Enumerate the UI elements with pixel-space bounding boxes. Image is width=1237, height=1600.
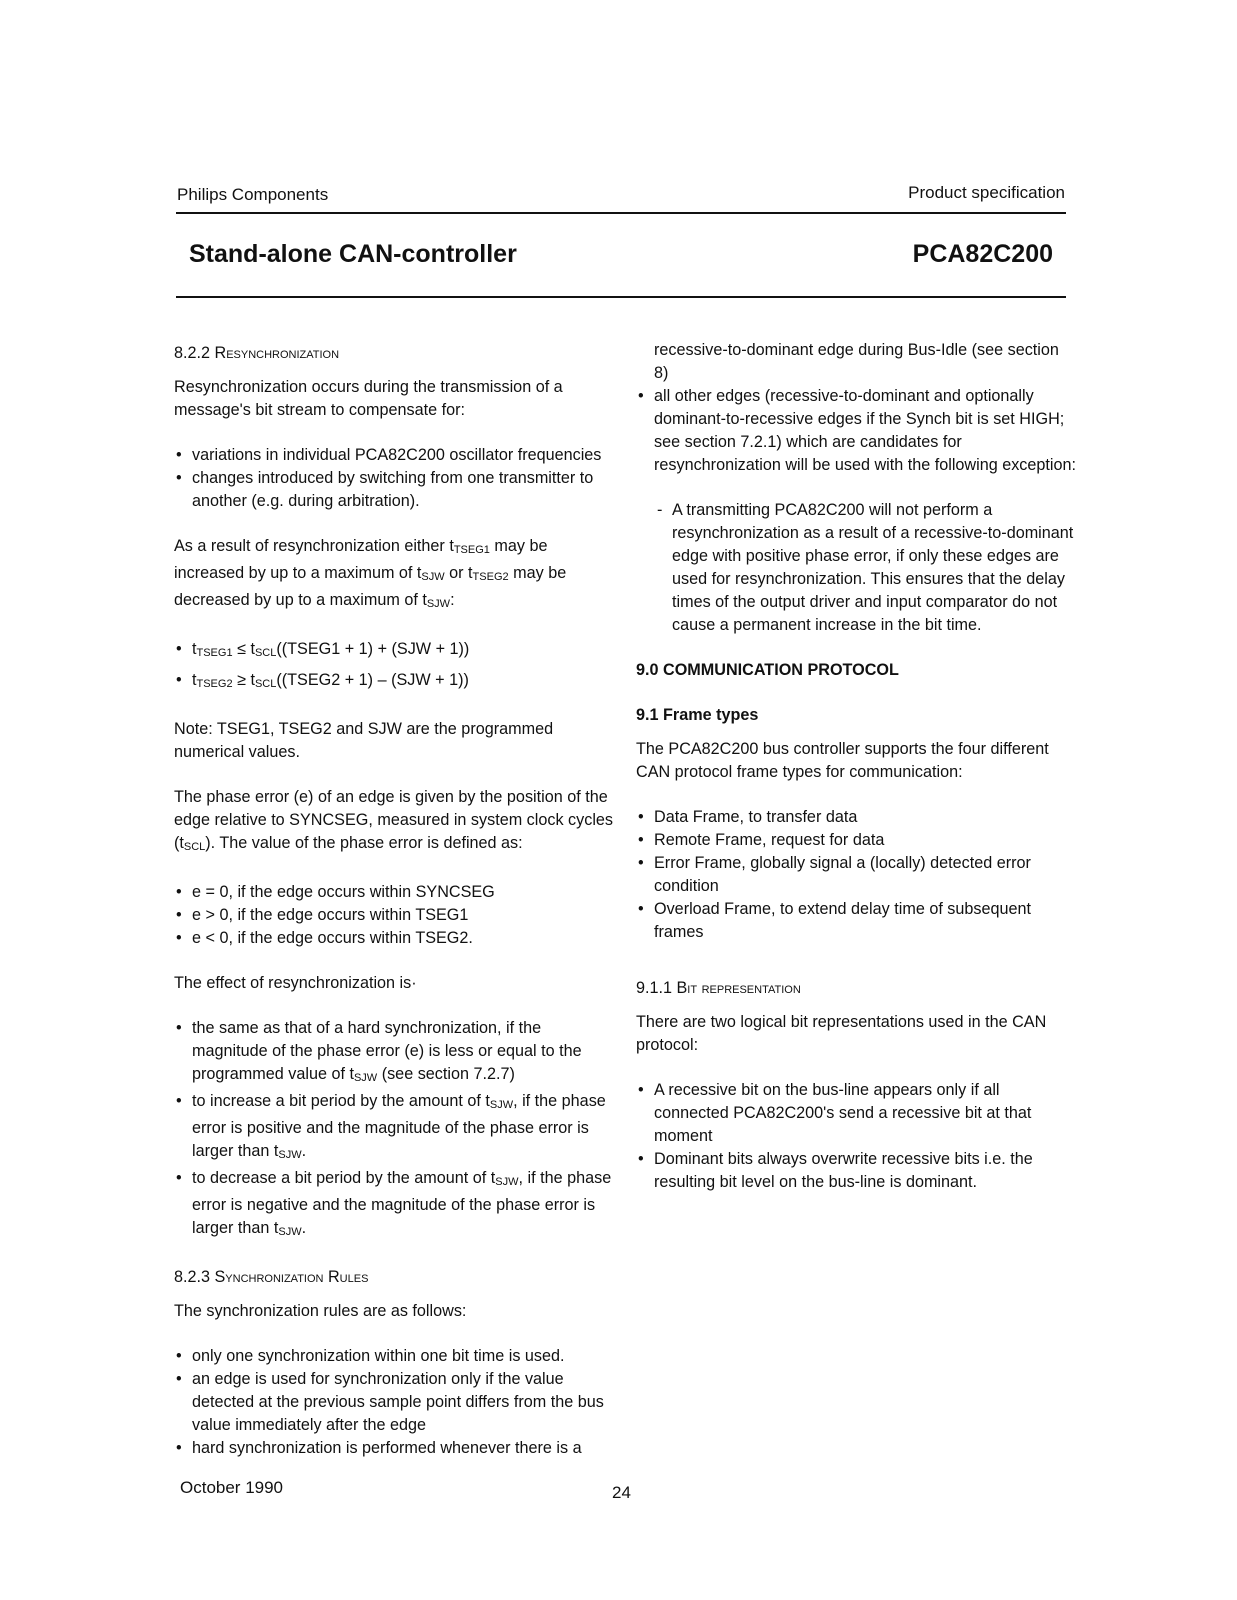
formula-tseg2: • tTSEG2 ≥ tSCL((TSEG2 + 1) – (SJW + 1)) [174, 669, 614, 696]
page-number: 24 [612, 1483, 631, 1502]
note: Note: TSEG1, TSEG2 and SJW are the programmed numerical values. [174, 720, 554, 761]
bullet-list [636, 806, 1076, 944]
list-item: • Remote Frame, request for data [636, 829, 1076, 852]
list-item: • to increase a bit period by the amount of tSJW, if the phase error is positive and the magnitude of the phase error is larger than tSJW. [174, 1090, 614, 1167]
paragraph: As a result of resynchronization either tTSEG1 may be increased by up to a maximum of tSJW or tTSEG2 may be decreased by up to a maximum of tSJW: [174, 537, 567, 610]
bullet-list [174, 881, 614, 950]
page-title: Stand-alone CAN-controller [189, 240, 517, 268]
formula-list [174, 638, 614, 696]
list-item: • e = 0, if the edge occurs within SYNCSEG [174, 881, 614, 904]
paragraph: Resynchronization occurs during the transmission of a message's bit stream to compensate for: [174, 378, 563, 419]
paragraph: There are two logical bit representations used in the CAN protocol: [636, 1013, 1047, 1054]
list-item: • A recessive bit on the bus-line appears only if all connected PCA82C200's send a recessive bit at that moment [636, 1079, 1076, 1148]
formula-tseg1: • tTSEG1 ≤ tSCL((TSEG1 + 1) + (SJW + 1)) [174, 638, 614, 665]
list-item: • variations in individual PCA82C200 oscillator frequencies [174, 444, 614, 467]
bullet-list [174, 1017, 614, 1244]
list-item: • the same as that of a hard synchronization, if the magnitude of the phase error (e) is less or equal to the programmed value of tSJW (see section 7.2.7) [174, 1017, 614, 1090]
part-number: PCA82C200 [912, 240, 1053, 268]
bullet-list [636, 1079, 1076, 1194]
header-company: Philips Components [177, 185, 329, 204]
section-heading-9-1: 9.1 Frame types [636, 706, 759, 724]
list-item: • Error Frame, globally signal a (locally) detected error condition [636, 852, 1076, 898]
list-item: - A transmitting PCA82C200 will not perform a resynchronization as a result of a recessive-to-dominant edge with positive phase error, if only these edges are used for resynchronization. This ensures that the delay times of the output driver and input comparator do not cause a permanent increase in the bit time. [654, 499, 1076, 637]
footer-date: October 1990 [180, 1478, 284, 1497]
continued-text: recessive-to-dominant edge during Bus-Idle (see section 8) [654, 341, 1059, 382]
bullet-list [174, 444, 614, 513]
list-item: • an edge is used for synchronization only if the value detected at the previous sample point differs from the bus value immediately after the edge [174, 1368, 614, 1437]
paragraph: The phase error (e) of an edge is given by the position of the edge relative to SYNCSEG, measured in system clock cycles (tSCL). The value of the phase error is defined as: [174, 788, 614, 853]
list-item: • e > 0, if the edge occurs within TSEG1 [174, 904, 614, 927]
list-item: • to decrease a bit period by the amount of tSJW, if the phase error is negative and the magnitude of the phase error is larger than tSJW. [174, 1167, 614, 1244]
list-item: • changes introduced by switching from one transmitter to another (e.g. during arbitration). [174, 467, 614, 513]
section-heading-9-0: 9.0 COMMUNICATION PROTOCOL [636, 661, 899, 679]
header-rule-top [176, 212, 1066, 214]
left-column [174, 342, 614, 1460]
section-heading-8-2-3: 8.2.3 Synchronization Rules [174, 1268, 369, 1286]
list-item: • Overload Frame, to extend delay time of subsequent frames [636, 898, 1076, 944]
dash-list [636, 499, 1076, 637]
list-item: • Data Frame, to transfer data [636, 806, 1076, 829]
list-item: • only one synchronization within one bit time is used. [174, 1345, 614, 1368]
right-column [636, 339, 1076, 1194]
list-item: • all other edges (recessive-to-dominant and optionally dominant-to-recessive edges if the Synch bit is set HIGH; see section 7.2.1) which are candidates for resynchronization will be used with the following exception: [636, 385, 1076, 477]
section-heading-8-2-2: 8.2.2 Resynchronization [174, 344, 340, 362]
list-item: • Dominant bits always overwrite recessive bits i.e. the resulting bit level on the bus-line is dominant. [636, 1148, 1076, 1194]
bullet-list [174, 1345, 614, 1460]
bullet-list [636, 385, 1076, 477]
paragraph: The effect of resynchronization is· [174, 974, 417, 992]
paragraph: The synchronization rules are as follows: [174, 1302, 467, 1320]
paragraph: The PCA82C200 bus controller supports the four different CAN protocol frame types for communication: [636, 740, 1049, 781]
list-item: • hard synchronization is performed whenever there is a [174, 1437, 614, 1460]
header-doc-type: Product specification [908, 183, 1065, 202]
section-heading-9-1-1: 9.1.1 Bit representation [636, 979, 801, 997]
header-rule-bottom [176, 296, 1066, 298]
list-item: • e < 0, if the edge occurs within TSEG2. [174, 927, 614, 950]
